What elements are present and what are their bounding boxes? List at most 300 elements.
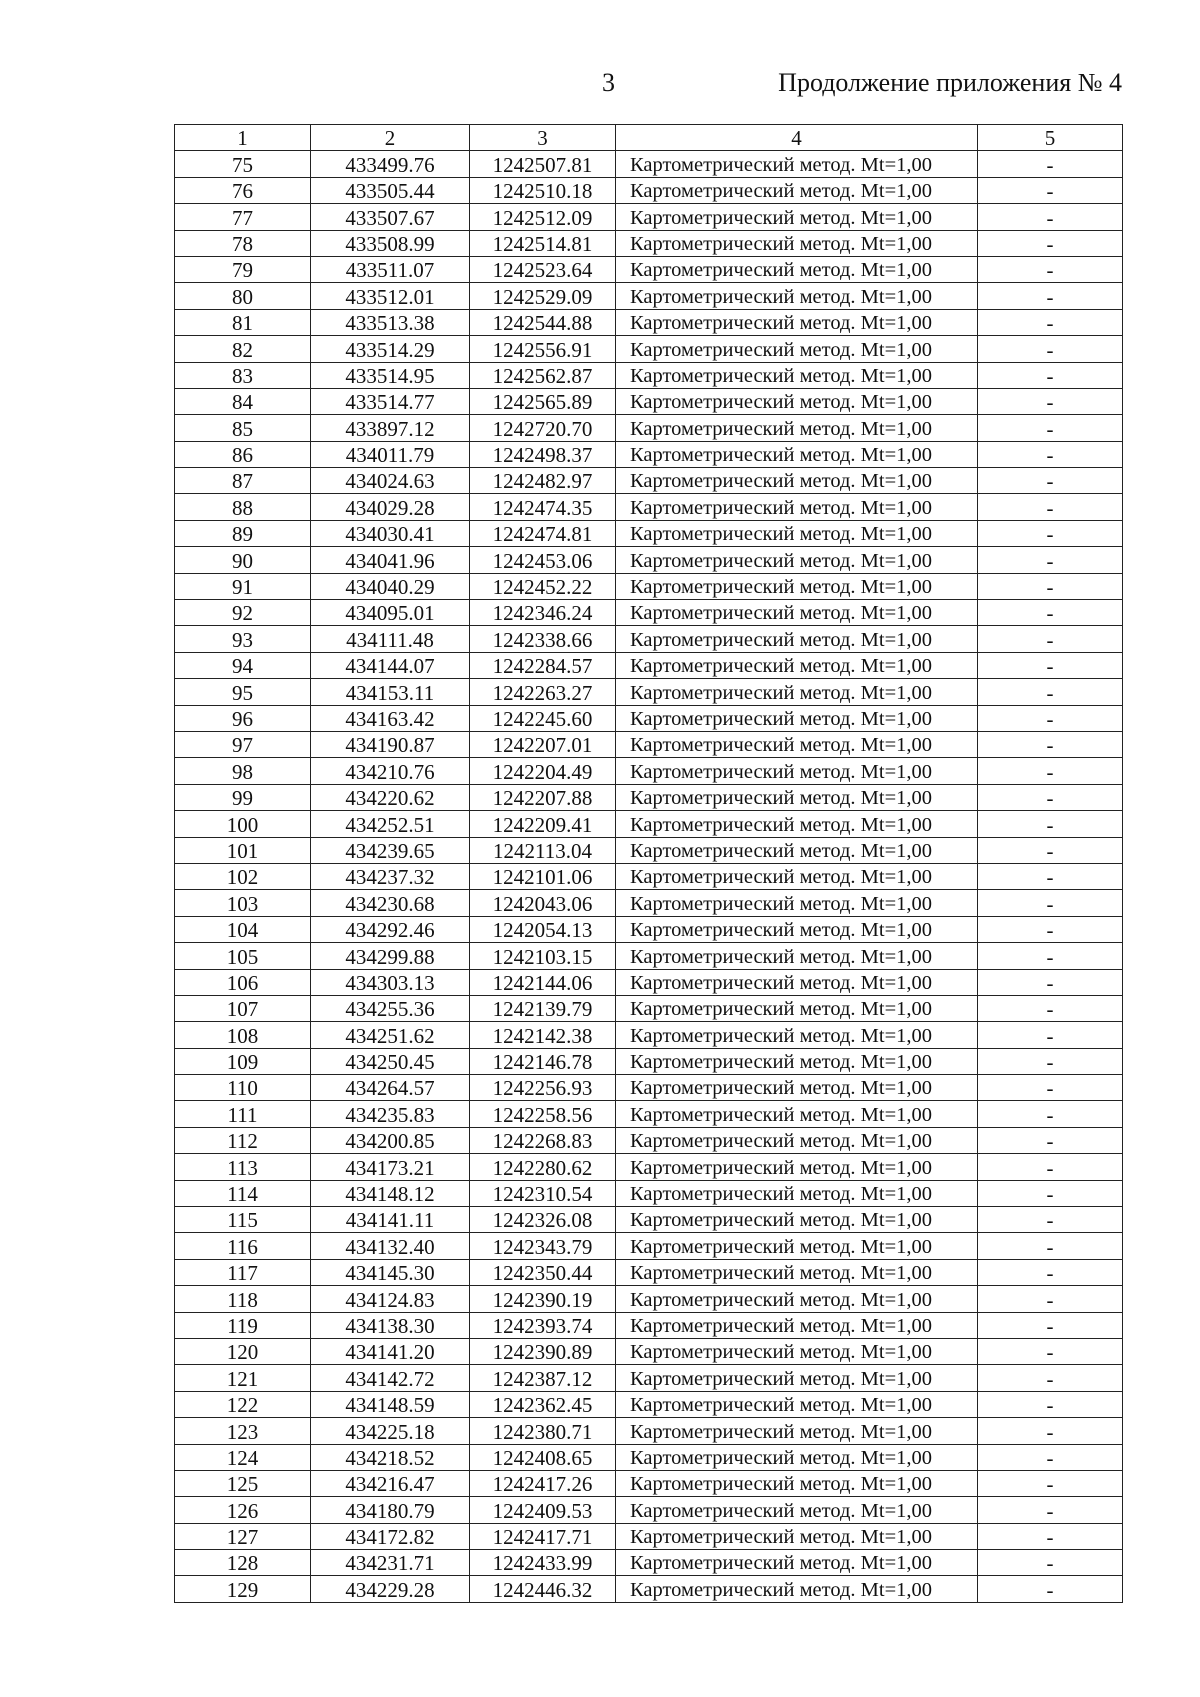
point-number-cell: 82: [175, 336, 311, 362]
note-cell: -: [978, 1523, 1123, 1549]
method-cell: Картометрический метод. Mt=1,00: [616, 1391, 978, 1417]
method-cell: Картометрический метод. Mt=1,00: [616, 362, 978, 388]
point-number-cell: 96: [175, 705, 311, 731]
method-cell: Картометрический метод. Mt=1,00: [616, 283, 978, 309]
x-coordinate-cell: 434172.82: [311, 1523, 470, 1549]
note-cell: -: [978, 1338, 1123, 1364]
y-coordinate-cell: 1242144.06: [470, 969, 616, 995]
point-number-cell: 91: [175, 573, 311, 599]
point-number-cell: 88: [175, 494, 311, 520]
table-row: [175, 758, 1123, 784]
note-cell: -: [978, 1550, 1123, 1576]
note-cell: -: [978, 837, 1123, 863]
point-number-cell: 107: [175, 995, 311, 1021]
table-row: [175, 1022, 1123, 1048]
method-cell: Картометрический метод. Mt=1,00: [616, 995, 978, 1021]
table-row: [175, 468, 1123, 494]
table-row: [175, 388, 1123, 414]
point-number-cell: 125: [175, 1470, 311, 1496]
table-row: [175, 1233, 1123, 1259]
table-row: [175, 705, 1123, 731]
table-row: [175, 1470, 1123, 1496]
method-cell: Картометрический метод. Mt=1,00: [616, 626, 978, 652]
y-coordinate-cell: 1242433.99: [470, 1550, 616, 1576]
table-row: [175, 1207, 1123, 1233]
x-coordinate-cell: 434040.29: [311, 573, 470, 599]
point-number-cell: 109: [175, 1048, 311, 1074]
y-coordinate-cell: 1242350.44: [470, 1259, 616, 1285]
y-coordinate-cell: 1242380.71: [470, 1418, 616, 1444]
method-cell: Картометрический метод. Mt=1,00: [616, 230, 978, 256]
table-row: [175, 1154, 1123, 1180]
x-coordinate-cell: 434153.11: [311, 679, 470, 705]
point-number-cell: 90: [175, 547, 311, 573]
x-coordinate-cell: 434225.18: [311, 1418, 470, 1444]
method-cell: Картометрический метод. Mt=1,00: [616, 151, 978, 177]
point-number-cell: 126: [175, 1497, 311, 1523]
note-cell: -: [978, 758, 1123, 784]
method-cell: Картометрический метод. Mt=1,00: [616, 1418, 978, 1444]
point-number-cell: 75: [175, 151, 311, 177]
note-cell: -: [978, 547, 1123, 573]
x-coordinate-cell: 434145.30: [311, 1259, 470, 1285]
x-coordinate-cell: 434144.07: [311, 652, 470, 678]
y-coordinate-cell: 1242452.22: [470, 573, 616, 599]
x-coordinate-cell: 434210.76: [311, 758, 470, 784]
point-number-cell: 101: [175, 837, 311, 863]
method-cell: Картометрический метод. Mt=1,00: [616, 758, 978, 784]
point-number-cell: 113: [175, 1154, 311, 1180]
note-cell: -: [978, 1576, 1123, 1602]
y-coordinate-cell: 1242207.88: [470, 784, 616, 810]
point-number-cell: 97: [175, 731, 311, 757]
column-header: 1: [175, 125, 311, 151]
point-number-cell: 78: [175, 230, 311, 256]
method-cell: Картометрический метод. Mt=1,00: [616, 1497, 978, 1523]
point-number-cell: 77: [175, 204, 311, 230]
method-cell: Картометрический метод. Mt=1,00: [616, 1365, 978, 1391]
table-row: [175, 256, 1123, 282]
y-coordinate-cell: 1242207.01: [470, 731, 616, 757]
x-coordinate-cell: 433514.29: [311, 336, 470, 362]
note-cell: -: [978, 1497, 1123, 1523]
y-coordinate-cell: 1242446.32: [470, 1576, 616, 1602]
note-cell: -: [978, 1233, 1123, 1259]
x-coordinate-cell: 434216.47: [311, 1470, 470, 1496]
method-cell: Картометрический метод. Mt=1,00: [616, 837, 978, 863]
y-coordinate-cell: 1242390.89: [470, 1338, 616, 1364]
method-cell: Картометрический метод. Mt=1,00: [616, 811, 978, 837]
y-coordinate-cell: 1242209.41: [470, 811, 616, 837]
point-number-cell: 105: [175, 943, 311, 969]
y-coordinate-cell: 1242387.12: [470, 1365, 616, 1391]
method-cell: Картометрический метод. Mt=1,00: [616, 1286, 978, 1312]
method-cell: Картометрический метод. Mt=1,00: [616, 441, 978, 467]
note-cell: -: [978, 600, 1123, 626]
x-coordinate-cell: 434041.96: [311, 547, 470, 573]
point-number-cell: 117: [175, 1259, 311, 1285]
point-number-cell: 128: [175, 1550, 311, 1576]
table-row: [175, 1048, 1123, 1074]
table-row: [175, 520, 1123, 546]
table-row: [175, 1523, 1123, 1549]
method-cell: Картометрический метод. Mt=1,00: [616, 468, 978, 494]
x-coordinate-cell: 433514.95: [311, 362, 470, 388]
note-cell: -: [978, 1048, 1123, 1074]
x-coordinate-cell: 434148.59: [311, 1391, 470, 1417]
table-row: [175, 600, 1123, 626]
method-cell: Картометрический метод. Mt=1,00: [616, 309, 978, 335]
note-cell: -: [978, 1365, 1123, 1391]
y-coordinate-cell: 1242523.64: [470, 256, 616, 282]
note-cell: -: [978, 309, 1123, 335]
point-number-cell: 106: [175, 969, 311, 995]
point-number-cell: 92: [175, 600, 311, 626]
x-coordinate-cell: 434124.83: [311, 1286, 470, 1312]
table-row: [175, 731, 1123, 757]
note-cell: -: [978, 916, 1123, 942]
note-cell: -: [978, 283, 1123, 309]
column-header: 5: [978, 125, 1123, 151]
column-header: 2: [311, 125, 470, 151]
note-cell: -: [978, 863, 1123, 889]
point-number-cell: 124: [175, 1444, 311, 1470]
x-coordinate-cell: 434229.28: [311, 1576, 470, 1602]
y-coordinate-cell: 1242146.78: [470, 1048, 616, 1074]
method-cell: Картометрический метод. Mt=1,00: [616, 388, 978, 414]
table-row: [175, 1286, 1123, 1312]
note-cell: -: [978, 1391, 1123, 1417]
point-number-cell: 102: [175, 863, 311, 889]
y-coordinate-cell: 1242510.18: [470, 177, 616, 203]
x-coordinate-cell: 434029.28: [311, 494, 470, 520]
y-coordinate-cell: 1242284.57: [470, 652, 616, 678]
x-coordinate-cell: 434264.57: [311, 1075, 470, 1101]
method-cell: Картометрический метод. Mt=1,00: [616, 1207, 978, 1233]
note-cell: -: [978, 626, 1123, 652]
point-number-cell: 122: [175, 1391, 311, 1417]
note-cell: -: [978, 494, 1123, 520]
point-number-cell: 111: [175, 1101, 311, 1127]
table-row: [175, 679, 1123, 705]
x-coordinate-cell: 433507.67: [311, 204, 470, 230]
y-coordinate-cell: 1242514.81: [470, 230, 616, 256]
method-cell: Картометрический метод. Mt=1,00: [616, 784, 978, 810]
table-row: [175, 309, 1123, 335]
table-row: [175, 336, 1123, 362]
y-coordinate-cell: 1242720.70: [470, 415, 616, 441]
y-coordinate-cell: 1242263.27: [470, 679, 616, 705]
point-number-cell: 95: [175, 679, 311, 705]
table-row: [175, 494, 1123, 520]
x-coordinate-cell: 434024.63: [311, 468, 470, 494]
y-coordinate-cell: 1242482.97: [470, 468, 616, 494]
method-cell: Картометрический метод. Mt=1,00: [616, 573, 978, 599]
x-coordinate-cell: 433514.77: [311, 388, 470, 414]
x-coordinate-cell: 434218.52: [311, 1444, 470, 1470]
y-coordinate-cell: 1242393.74: [470, 1312, 616, 1338]
table-row: [175, 1365, 1123, 1391]
note-cell: -: [978, 388, 1123, 414]
note-cell: -: [978, 1154, 1123, 1180]
x-coordinate-cell: 434148.12: [311, 1180, 470, 1206]
method-cell: Картометрический метод. Mt=1,00: [616, 1127, 978, 1153]
method-cell: Картометрический метод. Mt=1,00: [616, 415, 978, 441]
y-coordinate-cell: 1242142.38: [470, 1022, 616, 1048]
note-cell: -: [978, 1022, 1123, 1048]
y-coordinate-cell: 1242054.13: [470, 916, 616, 942]
method-cell: Картометрический метод. Mt=1,00: [616, 1444, 978, 1470]
table-row: [175, 204, 1123, 230]
x-coordinate-cell: 434111.48: [311, 626, 470, 652]
table-row: [175, 1312, 1123, 1338]
note-cell: -: [978, 811, 1123, 837]
x-coordinate-cell: 434299.88: [311, 943, 470, 969]
method-cell: Картометрический метод. Mt=1,00: [616, 1576, 978, 1602]
x-coordinate-cell: 434141.11: [311, 1207, 470, 1233]
point-number-cell: 110: [175, 1075, 311, 1101]
x-coordinate-cell: 434030.41: [311, 520, 470, 546]
note-cell: -: [978, 1127, 1123, 1153]
note-cell: -: [978, 969, 1123, 995]
table-row: [175, 1550, 1123, 1576]
note-cell: -: [978, 362, 1123, 388]
table-row: [175, 626, 1123, 652]
x-coordinate-cell: 434095.01: [311, 600, 470, 626]
x-coordinate-cell: 433508.99: [311, 230, 470, 256]
y-coordinate-cell: 1242310.54: [470, 1180, 616, 1206]
note-cell: -: [978, 1470, 1123, 1496]
page-number: 3: [602, 68, 615, 97]
table-row: [175, 1444, 1123, 1470]
method-cell: Картометрический метод. Mt=1,00: [616, 547, 978, 573]
note-cell: -: [978, 573, 1123, 599]
note-cell: -: [978, 943, 1123, 969]
note-cell: -: [978, 784, 1123, 810]
method-cell: Картометрический метод. Mt=1,00: [616, 1154, 978, 1180]
y-coordinate-cell: 1242139.79: [470, 995, 616, 1021]
y-coordinate-cell: 1242346.24: [470, 600, 616, 626]
x-coordinate-cell: 434230.68: [311, 890, 470, 916]
note-cell: -: [978, 230, 1123, 256]
y-coordinate-cell: 1242565.89: [470, 388, 616, 414]
y-coordinate-cell: 1242474.81: [470, 520, 616, 546]
table-row: [175, 811, 1123, 837]
method-cell: Картометрический метод. Mt=1,00: [616, 916, 978, 942]
y-coordinate-cell: 1242256.93: [470, 1075, 616, 1101]
note-cell: -: [978, 890, 1123, 916]
y-coordinate-cell: 1242043.06: [470, 890, 616, 916]
point-number-cell: 116: [175, 1233, 311, 1259]
table-row: [175, 547, 1123, 573]
y-coordinate-cell: 1242280.62: [470, 1154, 616, 1180]
note-cell: -: [978, 995, 1123, 1021]
x-coordinate-cell: 434235.83: [311, 1101, 470, 1127]
x-coordinate-cell: 434142.72: [311, 1365, 470, 1391]
y-coordinate-cell: 1242417.26: [470, 1470, 616, 1496]
method-cell: Картометрический метод. Mt=1,00: [616, 1075, 978, 1101]
point-number-cell: 127: [175, 1523, 311, 1549]
method-cell: Картометрический метод. Mt=1,00: [616, 1101, 978, 1127]
column-header: 3: [470, 125, 616, 151]
y-coordinate-cell: 1242113.04: [470, 837, 616, 863]
point-number-cell: 104: [175, 916, 311, 942]
y-coordinate-cell: 1242544.88: [470, 309, 616, 335]
table-row: [175, 1101, 1123, 1127]
method-cell: Картометрический метод. Mt=1,00: [616, 1259, 978, 1285]
appendix-continuation-title: Продолжение приложения № 4: [778, 68, 1122, 97]
table-row: [175, 1418, 1123, 1444]
table-row: [175, 1391, 1123, 1417]
point-number-cell: 87: [175, 468, 311, 494]
note-cell: -: [978, 1444, 1123, 1470]
x-coordinate-cell: 434239.65: [311, 837, 470, 863]
y-coordinate-cell: 1242453.06: [470, 547, 616, 573]
point-number-cell: 98: [175, 758, 311, 784]
y-coordinate-cell: 1242474.35: [470, 494, 616, 520]
y-coordinate-cell: 1242245.60: [470, 705, 616, 731]
table-row: [175, 362, 1123, 388]
x-coordinate-cell: 434251.62: [311, 1022, 470, 1048]
note-cell: -: [978, 652, 1123, 678]
y-coordinate-cell: 1242268.83: [470, 1127, 616, 1153]
x-coordinate-cell: 434200.85: [311, 1127, 470, 1153]
note-cell: -: [978, 1418, 1123, 1444]
method-cell: Картометрический метод. Mt=1,00: [616, 943, 978, 969]
point-number-cell: 79: [175, 256, 311, 282]
note-cell: -: [978, 1286, 1123, 1312]
y-coordinate-cell: 1242326.08: [470, 1207, 616, 1233]
point-number-cell: 94: [175, 652, 311, 678]
method-cell: Картометрический метод. Mt=1,00: [616, 1312, 978, 1338]
method-cell: Картометрический метод. Mt=1,00: [616, 1233, 978, 1259]
method-cell: Картометрический метод. Mt=1,00: [616, 1022, 978, 1048]
point-number-cell: 93: [175, 626, 311, 652]
y-coordinate-cell: 1242512.09: [470, 204, 616, 230]
method-cell: Картометрический метод. Mt=1,00: [616, 204, 978, 230]
y-coordinate-cell: 1242409.53: [470, 1497, 616, 1523]
x-coordinate-cell: 434255.36: [311, 995, 470, 1021]
note-cell: -: [978, 204, 1123, 230]
method-cell: Картометрический метод. Mt=1,00: [616, 256, 978, 282]
point-number-cell: 83: [175, 362, 311, 388]
method-cell: Картометрический метод. Mt=1,00: [616, 494, 978, 520]
table-row: [175, 1127, 1123, 1153]
table-row: [175, 1497, 1123, 1523]
y-coordinate-cell: 1242507.81: [470, 151, 616, 177]
coordinates-table: [174, 124, 1123, 1603]
column-header: 4: [616, 125, 978, 151]
note-cell: -: [978, 151, 1123, 177]
x-coordinate-cell: 434173.21: [311, 1154, 470, 1180]
x-coordinate-cell: 434132.40: [311, 1233, 470, 1259]
x-coordinate-cell: 434190.87: [311, 731, 470, 757]
table-row: [175, 177, 1123, 203]
table-row: [175, 1338, 1123, 1364]
table-row: [175, 415, 1123, 441]
y-coordinate-cell: 1242408.65: [470, 1444, 616, 1470]
point-number-cell: 81: [175, 309, 311, 335]
method-cell: Картометрический метод. Mt=1,00: [616, 600, 978, 626]
point-number-cell: 121: [175, 1365, 311, 1391]
note-cell: -: [978, 1312, 1123, 1338]
note-cell: -: [978, 731, 1123, 757]
point-number-cell: 76: [175, 177, 311, 203]
table-row: [175, 837, 1123, 863]
point-number-cell: 89: [175, 520, 311, 546]
point-number-cell: 120: [175, 1338, 311, 1364]
x-coordinate-cell: 433505.44: [311, 177, 470, 203]
method-cell: Картометрический метод. Mt=1,00: [616, 652, 978, 678]
note-cell: -: [978, 679, 1123, 705]
table-row: [175, 1576, 1123, 1602]
note-cell: -: [978, 336, 1123, 362]
point-number-cell: 99: [175, 784, 311, 810]
method-cell: Картометрический метод. Mt=1,00: [616, 520, 978, 546]
y-coordinate-cell: 1242529.09: [470, 283, 616, 309]
x-coordinate-cell: 434011.79: [311, 441, 470, 467]
method-cell: Картометрический метод. Mt=1,00: [616, 336, 978, 362]
y-coordinate-cell: 1242101.06: [470, 863, 616, 889]
method-cell: Картометрический метод. Mt=1,00: [616, 969, 978, 995]
point-number-cell: 100: [175, 811, 311, 837]
method-cell: Картометрический метод. Mt=1,00: [616, 177, 978, 203]
x-coordinate-cell: 434250.45: [311, 1048, 470, 1074]
table-row: [175, 652, 1123, 678]
point-number-cell: 85: [175, 415, 311, 441]
table-row: [175, 441, 1123, 467]
method-cell: Картометрический метод. Mt=1,00: [616, 863, 978, 889]
table-header-row: [175, 125, 1123, 151]
table-row: [175, 151, 1123, 177]
note-cell: -: [978, 415, 1123, 441]
table-row: [175, 230, 1123, 256]
method-cell: Картометрический метод. Mt=1,00: [616, 705, 978, 731]
table-row: [175, 969, 1123, 995]
point-number-cell: 103: [175, 890, 311, 916]
x-coordinate-cell: 434141.20: [311, 1338, 470, 1364]
point-number-cell: 118: [175, 1286, 311, 1312]
x-coordinate-cell: 433897.12: [311, 415, 470, 441]
x-coordinate-cell: 434231.71: [311, 1550, 470, 1576]
note-cell: -: [978, 1101, 1123, 1127]
point-number-cell: 115: [175, 1207, 311, 1233]
x-coordinate-cell: 433512.01: [311, 283, 470, 309]
table-row: [175, 863, 1123, 889]
table-row: [175, 1180, 1123, 1206]
x-coordinate-cell: 434220.62: [311, 784, 470, 810]
y-coordinate-cell: 1242343.79: [470, 1233, 616, 1259]
method-cell: Картометрический метод. Mt=1,00: [616, 679, 978, 705]
note-cell: -: [978, 1180, 1123, 1206]
x-coordinate-cell: 434163.42: [311, 705, 470, 731]
note-cell: -: [978, 441, 1123, 467]
point-number-cell: 108: [175, 1022, 311, 1048]
table-row: [175, 916, 1123, 942]
y-coordinate-cell: 1242258.56: [470, 1101, 616, 1127]
note-cell: -: [978, 1259, 1123, 1285]
method-cell: Картометрический метод. Mt=1,00: [616, 1523, 978, 1549]
x-coordinate-cell: 434292.46: [311, 916, 470, 942]
table-row: [175, 1259, 1123, 1285]
y-coordinate-cell: 1242390.19: [470, 1286, 616, 1312]
note-cell: -: [978, 256, 1123, 282]
y-coordinate-cell: 1242562.87: [470, 362, 616, 388]
x-coordinate-cell: 433511.07: [311, 256, 470, 282]
table-row: [175, 890, 1123, 916]
note-cell: -: [978, 520, 1123, 546]
y-coordinate-cell: 1242338.66: [470, 626, 616, 652]
